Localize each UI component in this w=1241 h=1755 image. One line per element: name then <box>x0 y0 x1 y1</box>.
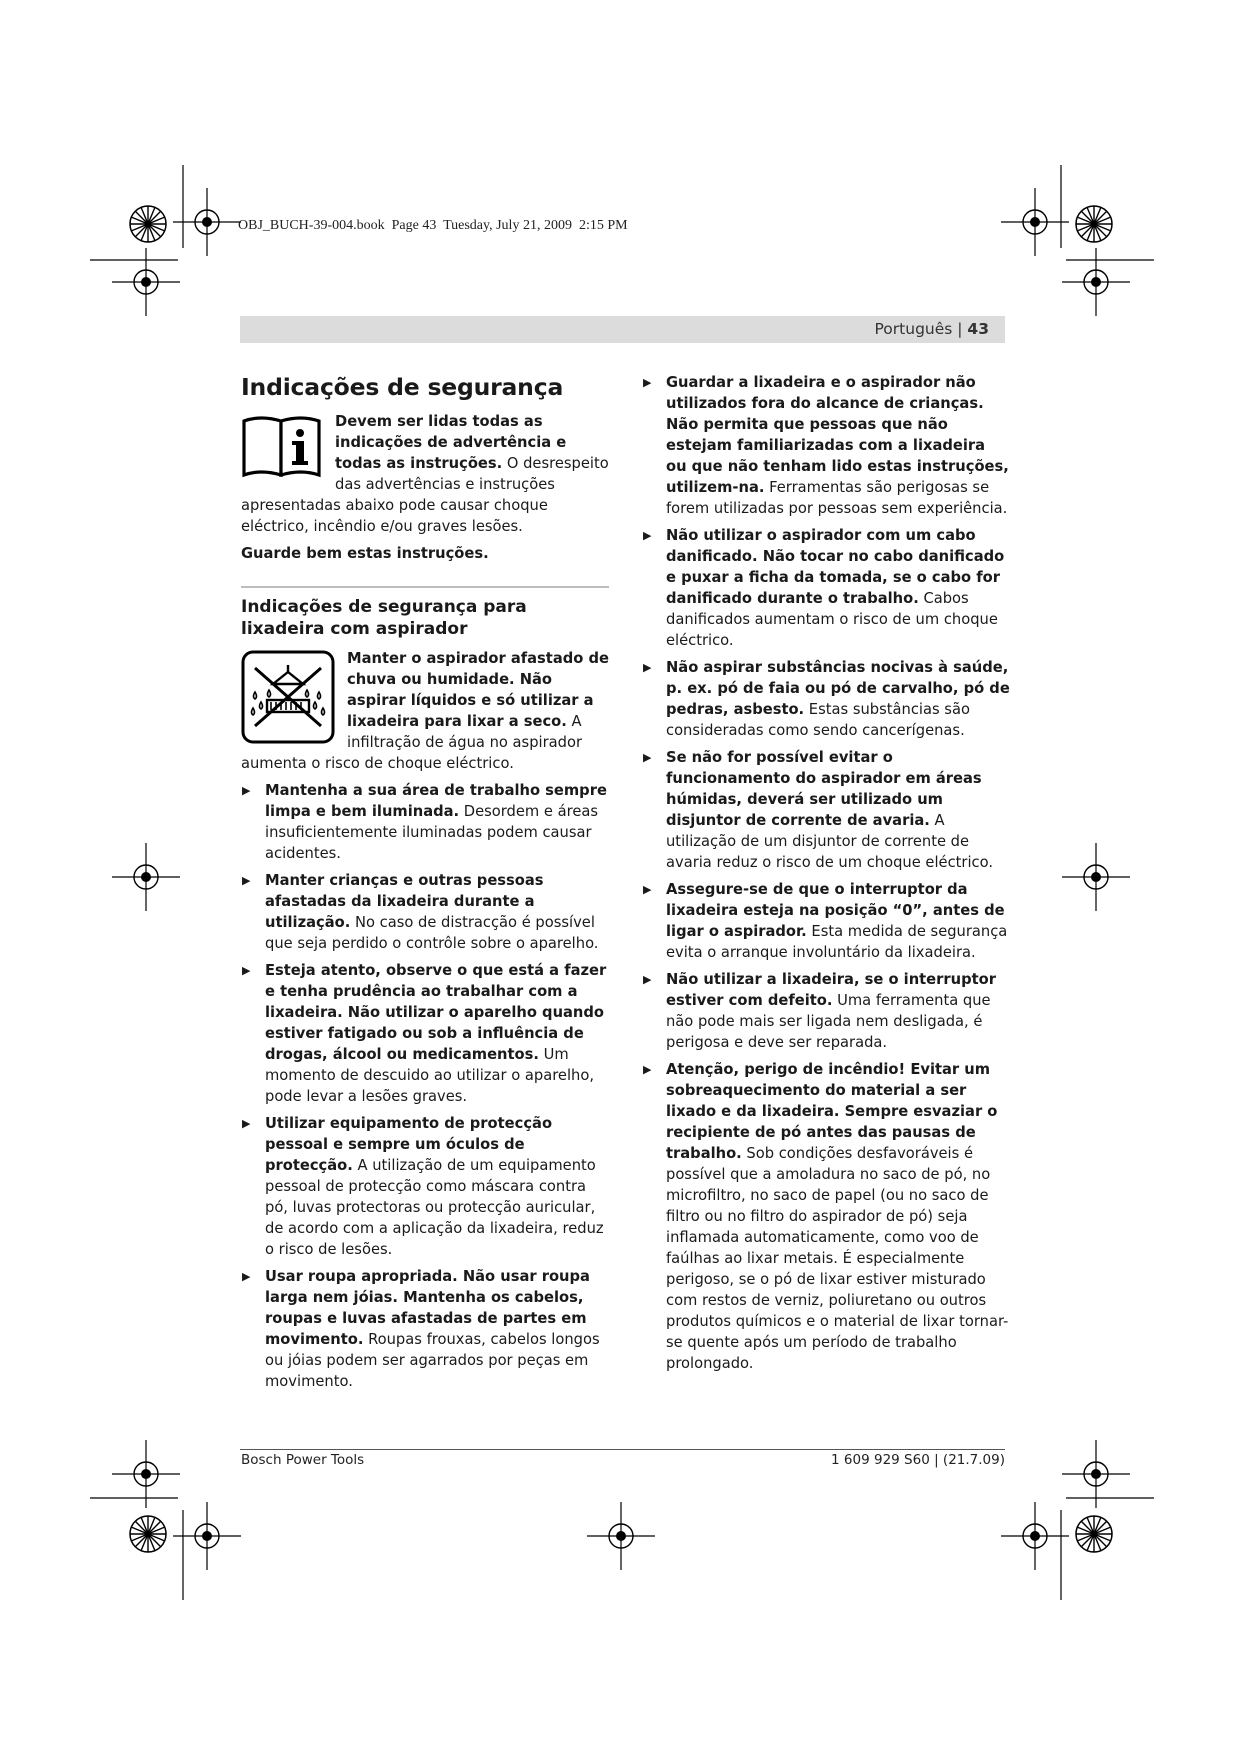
item-bold: Atenção, perigo de incêndio! Evitar um sobreaquecimento do material a ser lixado e da lixadeira. Sempre esvaziar o recipiente de pó antes das pausas de trabalho. <box>666 1061 998 1162</box>
item-text: Desordem e áreas insuficientemente iluminadas podem causar acidentes. <box>265 803 599 862</box>
item-bold: Utilizar equipamento de protecção pessoal e sempre um óculos de protecção. <box>265 1115 553 1174</box>
vacuum-warning-bold: Manter o aspirador afastado de chuva ou humidade. Não aspirar líquidos e só utilizar a lixadeira para lixar a seco. <box>347 650 609 730</box>
item-bold: Se não for possível evitar o funcionamento do aspirador em áreas húmidas, deverá ser utilizado um disjuntor de corrente de avaria. <box>666 749 982 829</box>
header-language: Português <box>874 320 953 338</box>
list-item <box>241 1113 609 1260</box>
bullet-arrow-icon: ▶ <box>242 964 251 977</box>
list-item <box>642 969 1010 1053</box>
item-text: Sob condições desfavoráveis é possível que a amoladura no saco de pó, no microfiltro, no saco de papel (ou no saco de filtro ou no filtro do aspirador de pó) seja inflamada automaticamente, como voo de faúlhas ao lixar metais. É especialmente perigoso, se o pó de lixar estiver misturado com restos de verniz, poliuretano ou outros produtos químicos e o material de lixar tornar-se quente após um período de trabalho prolongado. <box>666 1145 1009 1372</box>
list-item <box>241 960 609 1107</box>
intro-text: O desrespeito das advertências e instruções apresentadas abaixo pode causar choque eléctrico, incêndio e/ou graves lesões. <box>241 455 609 535</box>
header-separator: | <box>952 320 968 338</box>
list-item <box>642 747 1010 873</box>
item-bold: Não aspirar substâncias nocivas à saúde, p. ex. pó de faia ou pó de carvalho, pó de pedras, asbesto. <box>666 659 1010 718</box>
left-column <box>241 372 609 1398</box>
intro-bold: Devem ser lidas todas as indicações de advertência e todas as instruções. <box>335 413 567 472</box>
bullet-arrow-icon: ▶ <box>643 529 652 542</box>
bullet-arrow-icon: ▶ <box>643 376 652 389</box>
right-column <box>642 372 1010 1380</box>
list-item <box>241 780 609 864</box>
item-text: Um momento de descuido ao utilizar o aparelho, pode levar a lesões graves. <box>265 1046 594 1105</box>
list-item <box>642 879 1010 963</box>
bullet-arrow-icon: ▶ <box>242 1117 251 1130</box>
right-bullet-list <box>642 372 1010 1374</box>
item-text: Estas substâncias são consideradas como sendo cancerígenas. <box>666 701 970 739</box>
read-manual-icon <box>241 413 323 479</box>
page-title: Indicações de segurança <box>241 373 564 401</box>
bullet-arrow-icon: ▶ <box>643 883 652 896</box>
item-text: Cabos danificados aumentam o risco de um choque eléctrico. <box>666 590 998 649</box>
intro-block <box>241 411 609 537</box>
left-bullet-list <box>241 780 609 1392</box>
item-text: No caso de distracção é possível que seja perdido o contrôle sobre o aparelho. <box>265 914 599 952</box>
item-text: Esta medida de segurança evita o arranque involuntário da lixadeira. <box>666 923 1008 961</box>
list-item <box>241 1266 609 1392</box>
item-bold: Guardar a lixadeira e o aspirador não utilizados fora do alcance de crianças. Não permita que pessoas que não estejam familiarizadas com a lixadeira ou que não tenham lido estas instruções, utilizem-na. <box>666 374 1009 496</box>
section-divider <box>241 586 609 588</box>
list-item <box>241 870 609 954</box>
item-text: Uma ferramenta que não pode mais ser ligada nem desligada, é perigosa e deve ser reparada. <box>666 992 991 1051</box>
no-rain-vacuum-icon <box>241 650 335 744</box>
footer-doc-number: 1 609 929 S60 | (21.7.09) <box>831 1452 1005 1468</box>
bullet-arrow-icon: ▶ <box>643 1063 652 1076</box>
list-item <box>642 525 1010 651</box>
keep-instructions: Guarde bem estas instruções. <box>241 545 489 562</box>
bullet-arrow-icon: ▶ <box>643 973 652 986</box>
list-item <box>642 1059 1010 1374</box>
item-bold: Mantenha a sua área de trabalho sempre limpa e bem iluminada. <box>265 782 607 820</box>
bullet-arrow-icon: ▶ <box>242 874 251 887</box>
bullet-arrow-icon: ▶ <box>242 784 251 797</box>
list-item <box>642 372 1010 519</box>
bullet-arrow-icon: ▶ <box>643 661 652 674</box>
item-text: A utilização de um disjuntor de corrente de avaria reduz o risco de um choque eléctrico. <box>666 812 993 871</box>
header-text <box>875 320 989 338</box>
item-bold: Esteja atento, observe o que está a fazer e tenha prudência ao trabalhar com a lixadeira. Não utilizar o aparelho quando estiver fatigado ou sob a influência de drogas, álcool ou medicamentos. <box>265 962 607 1063</box>
footer-divider <box>240 1449 1005 1450</box>
item-text: Roupas frouxas, cabelos longos ou jóias podem ser agarrados por peças em movimento. <box>265 1331 600 1390</box>
bullet-arrow-icon: ▶ <box>643 751 652 764</box>
item-bold: Não utilizar a lixadeira, se o interruptor estiver com defeito. <box>666 971 996 1009</box>
print-info: OBJ_BUCH-39-004.book Page 43 Tuesday, July 21, 2009 2:15 PM <box>238 218 628 233</box>
footer-brand: Bosch Power Tools <box>241 1452 365 1468</box>
bullet-arrow-icon: ▶ <box>242 1270 251 1283</box>
vacuum-warning-text: A infiltração de água no aspirador aumenta o risco de choque eléctrico. <box>241 713 582 772</box>
page-number: 43 <box>967 320 989 338</box>
vacuum-warning-block <box>241 648 609 774</box>
item-text: Ferramentas são perigosas se forem utilizadas por pessoas sem experiência. <box>666 479 1008 517</box>
item-bold: Manter crianças e outras pessoas afastadas da lixadeira durante a utilização. <box>265 872 544 931</box>
section-title: Indicações de segurança para lixadeira com aspirador <box>241 597 527 639</box>
item-bold: Usar roupa apropriada. Não usar roupa larga nem jóias. Mantenha os cabelos, roupas e luvas afastadas de partes em movimento. <box>265 1268 590 1348</box>
page-header <box>240 316 1005 343</box>
item-text: A utilização de um equipamento pessoal de protecção como máscara contra pó, luvas protectoras ou protecção auricular, de acordo com a aplicação da lixadeira, reduz o risco de lesões. <box>265 1157 604 1258</box>
list-item <box>642 657 1010 741</box>
item-bold: Assegure-se de que o interruptor da lixadeira esteja na posição “0”, antes de ligar o aspirador. <box>666 881 1005 940</box>
item-bold: Não utilizar o aspirador com um cabo danificado. Não tocar no cabo danificado e puxar a ficha da tomada, se o cabo for danificado durante o trabalho. <box>666 527 1005 607</box>
